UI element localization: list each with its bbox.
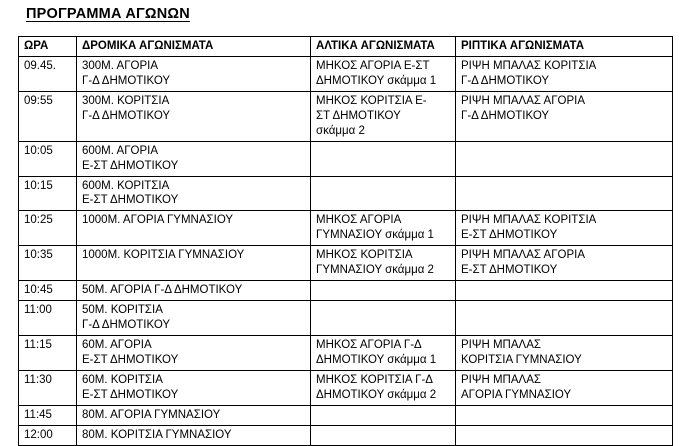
table-row: [19, 281, 673, 301]
cell-line: 60Μ. ΚΟΡΙΤΣΙΑ: [82, 373, 163, 386]
jumping-events-cell: [311, 176, 456, 211]
cell-line: 80Μ. ΚΟΡΙΤΣΙΑ ΓΥΜΝΑΣΙΟΥ: [82, 428, 232, 441]
jumping-events-cell: [311, 335, 456, 370]
cell-line: ΓΥΜΝΑΣΙΟΥ σκάμμα 1: [316, 229, 434, 242]
cell-line: ΡΙΨΗ ΜΠΑΛΑΣ ΑΓΟΡΙΑ: [461, 94, 586, 107]
table-row: [19, 370, 673, 405]
table-body: [19, 56, 673, 445]
event-time-cell: 11:00: [19, 301, 77, 336]
running-events-cell: [77, 176, 311, 211]
cell-line: 300Μ. ΑΓΟΡΙΑ: [82, 59, 159, 72]
throwing-events-cell: [456, 141, 673, 176]
cell-line: 50Μ. ΑΓΟΡΙΑ Γ-Δ ΔΗΜΟΤΙΚΟΥ: [82, 284, 243, 297]
cell-line: Γ-Δ ΔΗΜΟΤΙΚΟΥ: [82, 74, 171, 87]
column-header-jumping-events: ΑΛΤΙΚΑ ΑΓΩΝΙΣΜΑΤΑ: [311, 37, 456, 57]
jumping-events-cell: [311, 425, 456, 445]
throwing-events-cell: [456, 91, 673, 141]
cell-line: 1000Μ. ΚΟΡΙΤΣΙΑ ΓΥΜΝΑΣΙΟΥ: [82, 249, 245, 262]
column-header-running-events: ΔΡΟΜΙΚΑ ΑΓΩΝΙΣΜΑΤΑ: [77, 37, 311, 57]
cell-line: ΡΙΨΗ ΜΠΑΛΑΣ ΚΟΡΙΤΣΙΑ: [461, 59, 597, 72]
table-row: [19, 246, 673, 281]
throwing-events-cell: [456, 56, 673, 91]
throwing-events-cell: [456, 211, 673, 246]
jumping-events-cell: [311, 211, 456, 246]
cell-line: ΜΗΚΟΣ ΑΓΟΡΙΑ: [316, 214, 402, 227]
throwing-events-cell: [456, 301, 673, 336]
running-events-cell: [77, 246, 311, 281]
cell-line: Ε-ΣΤ ΔΗΜΟΤΙΚΟΥ: [461, 264, 558, 277]
cell-line: 80Μ. ΑΓΟΡΙΑ ΓΥΜΝΑΣΙΟΥ: [82, 408, 221, 421]
cell-line: Ε-ΣΤ ΔΗΜΟΤΙΚΟΥ: [82, 159, 179, 172]
running-events-cell: [77, 425, 311, 445]
table-row: [19, 405, 673, 425]
cell-line: Ε-ΣΤ ΔΗΜΟΤΙΚΟΥ: [461, 229, 558, 242]
event-time-cell: 11:15: [19, 335, 77, 370]
cell-line: 600Μ. ΑΓΟΡΙΑ: [82, 144, 159, 157]
throwing-events-cell: [456, 405, 673, 425]
table-row: [19, 91, 673, 141]
cell-line: ΓΥΜΝΑΣΙΟΥ σκάμμα 2: [316, 264, 434, 277]
jumping-events-cell: [311, 246, 456, 281]
table-row: [19, 211, 673, 246]
event-time-cell: 10:25: [19, 211, 77, 246]
cell-line: 600Μ. ΚΟΡΙΤΣΙΑ: [82, 179, 170, 192]
column-header-throwing-events: ΡΙΠΤΙΚΑ ΑΓΩΝΙΣΜΑΤΑ: [456, 37, 673, 57]
cell-line: ΡΙΨΗ ΜΠΑΛΑΣ ΑΓΟΡΙΑ: [461, 249, 586, 262]
throwing-events-cell: [456, 176, 673, 211]
cell-line: Γ-Δ ΔΗΜΟΤΙΚΟΥ: [461, 109, 550, 122]
jumping-events-cell: [311, 281, 456, 301]
cell-line: ΡΙΨΗ ΜΠΑΛΑΣ ΚΟΡΙΤΣΙΑ: [461, 214, 597, 227]
jumping-events-cell: [311, 301, 456, 336]
cell-line: Ε-ΣΤ ΔΗΜΟΤΙΚΟΥ: [82, 388, 179, 401]
event-time-cell: 11:45: [19, 405, 77, 425]
jumping-events-cell: [311, 56, 456, 91]
jumping-events-cell: [311, 91, 456, 141]
cell-line: Ε-ΣΤ ΔΗΜΟΤΙΚΟΥ: [82, 194, 179, 207]
event-time-cell: 12:00: [19, 425, 77, 445]
running-events-cell: [77, 56, 311, 91]
table-row: [19, 56, 673, 91]
jumping-events-cell: [311, 370, 456, 405]
event-time-cell: 10:05: [19, 141, 77, 176]
table-row: [19, 301, 673, 336]
running-events-cell: [77, 141, 311, 176]
event-time-cell: 10:45: [19, 281, 77, 301]
table-row: [19, 141, 673, 176]
cell-line: 60Μ. ΑΓΟΡΙΑ: [82, 338, 152, 351]
event-time-cell: 10:15: [19, 176, 77, 211]
competition-schedule-table: [18, 36, 673, 446]
header-row: [19, 37, 673, 57]
cell-line: ΜΗΚΟΣ ΚΟΡΙΤΣΙΑ Γ-Δ: [316, 373, 433, 386]
jumping-events-cell: [311, 405, 456, 425]
cell-line: ΚΟΡΙΤΣΙΑ ΓΥΜΝΑΣΙΟΥ: [461, 353, 582, 366]
cell-line: σκάμμα 2: [316, 124, 365, 137]
event-time-cell: 09.45.: [19, 56, 77, 91]
throwing-events-cell: [456, 370, 673, 405]
table-row: [19, 335, 673, 370]
column-header-time: ΩΡΑ: [19, 37, 77, 57]
jumping-events-cell: [311, 141, 456, 176]
cell-line: Γ-Δ ΔΗΜΟΤΙΚΟΥ: [82, 109, 171, 122]
cell-line: ΡΙΨΗ ΜΠΑΛΑΣ: [461, 338, 541, 351]
throwing-events-cell: [456, 281, 673, 301]
table-row: [19, 425, 673, 445]
cell-line: ΑΓΟΡΙΑ ΓΥΜΝΑΣΙΟΥ: [461, 388, 572, 401]
throwing-events-cell: [456, 425, 673, 445]
cell-line: Γ-Δ ΔΗΜΟΤΙΚΟΥ: [82, 319, 171, 331]
cell-line: 300Μ. ΚΟΡΙΤΣΙΑ: [82, 94, 170, 107]
running-events-cell: [77, 335, 311, 370]
running-events-cell: [77, 211, 311, 246]
running-events-cell: [77, 405, 311, 425]
throwing-events-cell: [456, 335, 673, 370]
cell-line: ΜΗΚΟΣ ΚΟΡΙΤΣΙΑ: [316, 249, 413, 262]
cell-line: ΡΙΨΗ ΜΠΑΛΑΣ: [461, 373, 541, 386]
cell-line: ΜΗΚΟΣ ΑΓΟΡΙΑ Γ-Δ: [316, 338, 422, 351]
cell-line: 1000Μ. ΑΓΟΡΙΑ ΓΥΜΝΑΣΙΟΥ: [82, 214, 234, 227]
cell-line: 50Μ. ΚΟΡΙΤΣΙΑ: [82, 304, 163, 317]
cell-line: Ε-ΣΤ ΔΗΜΟΤΙΚΟΥ: [82, 353, 179, 366]
cell-line: ΔΗΜΟΤΙΚΟΥ σκάμμα 2: [316, 388, 437, 401]
page-title: ΠΡΟΓΡΑΜΜΑ ΑΓΩΝΩΝ: [26, 6, 190, 22]
cell-line: ΜΗΚΟΣ ΚΟΡΙΤΣΙΑ Ε-: [316, 94, 427, 107]
running-events-cell: [77, 281, 311, 301]
table-row: [19, 176, 673, 211]
cell-line: ΣΤ ΔΗΜΟΤΙΚΟΥ: [316, 109, 401, 122]
running-events-cell: [77, 91, 311, 141]
cell-line: ΔΗΜΟΤΙΚΟΥ σκάμμα 1: [316, 74, 437, 87]
table-header: [19, 37, 673, 57]
cell-line: Γ-Δ ΔΗΜΟΤΙΚΟΥ: [461, 74, 550, 87]
cell-line: ΜΗΚΟΣ ΑΓΟΡΙΑ Ε-ΣΤ: [316, 59, 430, 72]
event-time-cell: 09:55: [19, 91, 77, 141]
running-events-cell: [77, 301, 311, 336]
event-time-cell: 11:30: [19, 370, 77, 405]
cell-line: ΔΗΜΟΤΙΚΟΥ σκάμμα 1: [316, 353, 437, 366]
running-events-cell: [77, 370, 311, 405]
throwing-events-cell: [456, 246, 673, 281]
event-time-cell: 10:35: [19, 246, 77, 281]
schedule-table-container: [18, 36, 672, 446]
